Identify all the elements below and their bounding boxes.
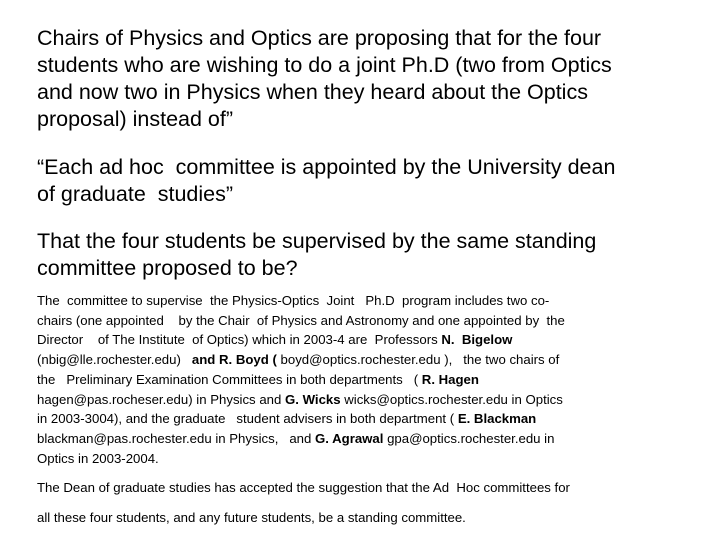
name-hagen: R. Hagen xyxy=(421,371,479,387)
text-line: The Dean of graduate studies has accepted the suggestion that the Ad Hoc committees for xyxy=(37,480,570,495)
text-line: That the four students be supervised by the same standing xyxy=(37,229,597,253)
text-line: all these four students, and any future students, be a standing committee. xyxy=(37,510,466,525)
text-segment: (nbig@lle.rochester.edu) xyxy=(37,352,192,368)
proposal-paragraph xyxy=(37,25,707,133)
dean-decision-paragraph xyxy=(37,473,697,533)
text-segment: Director of The Institute of Optics) which in 2003-4 are Professors xyxy=(37,332,442,348)
text-segment: gpa@optics.rochester.edu in xyxy=(383,430,555,446)
name-bigelow: N. Bigelow xyxy=(441,332,513,348)
text-line xyxy=(37,370,697,390)
text-line: The committee to supervise the Physics-Optics Joint Ph.D program includes two co- xyxy=(37,293,550,308)
text-line: chairs (one appointed by the Chair of Physics and Astronomy and one appointed by the xyxy=(37,312,565,328)
committee-details-paragraph xyxy=(37,291,697,468)
name-blackman: E. Blackman xyxy=(457,411,537,427)
name-wicks: G. Wicks xyxy=(284,391,341,407)
text-segment: boyd@optics.rochester.edu ), the two chairs of xyxy=(276,352,560,368)
text-line: of graduate studies” xyxy=(37,182,234,206)
text-segment: blackman@pas.rochester.edu in Physics, and xyxy=(37,430,316,446)
text-line: Optics in 2003-2004. xyxy=(37,450,159,466)
text-line xyxy=(37,350,697,370)
text-line: students who are wishing to do a joint Ph.D (two from Optics xyxy=(37,53,612,77)
text-line xyxy=(37,330,697,350)
text-segment: the Preliminary Examination Committees in both departments ( xyxy=(37,371,422,387)
text-line xyxy=(37,390,697,410)
text-line xyxy=(37,409,697,429)
question-paragraph xyxy=(37,228,707,282)
name-boyd: and R. Boyd ( xyxy=(191,352,277,368)
text-line: proposal) instead of” xyxy=(37,107,233,131)
quote-paragraph xyxy=(37,154,707,208)
text-segment: in 2003-3004), and the graduate student advisers in both department ( xyxy=(37,411,458,427)
text-segment: wicks@optics.rochester.edu in Optics xyxy=(340,391,563,407)
text-line: “Each ad hoc committee is appointed by the University dean xyxy=(37,155,616,179)
name-agrawal: G. Agrawal xyxy=(315,430,384,446)
text-line: committee proposed to be? xyxy=(37,256,298,280)
text-segment: hagen@pas.rocheser.edu) in Physics and xyxy=(37,391,285,407)
text-line xyxy=(37,429,697,449)
text-line: Chairs of Physics and Optics are proposing that for the four xyxy=(37,26,602,50)
text-line: and now two in Physics when they heard about the Optics xyxy=(37,80,588,104)
